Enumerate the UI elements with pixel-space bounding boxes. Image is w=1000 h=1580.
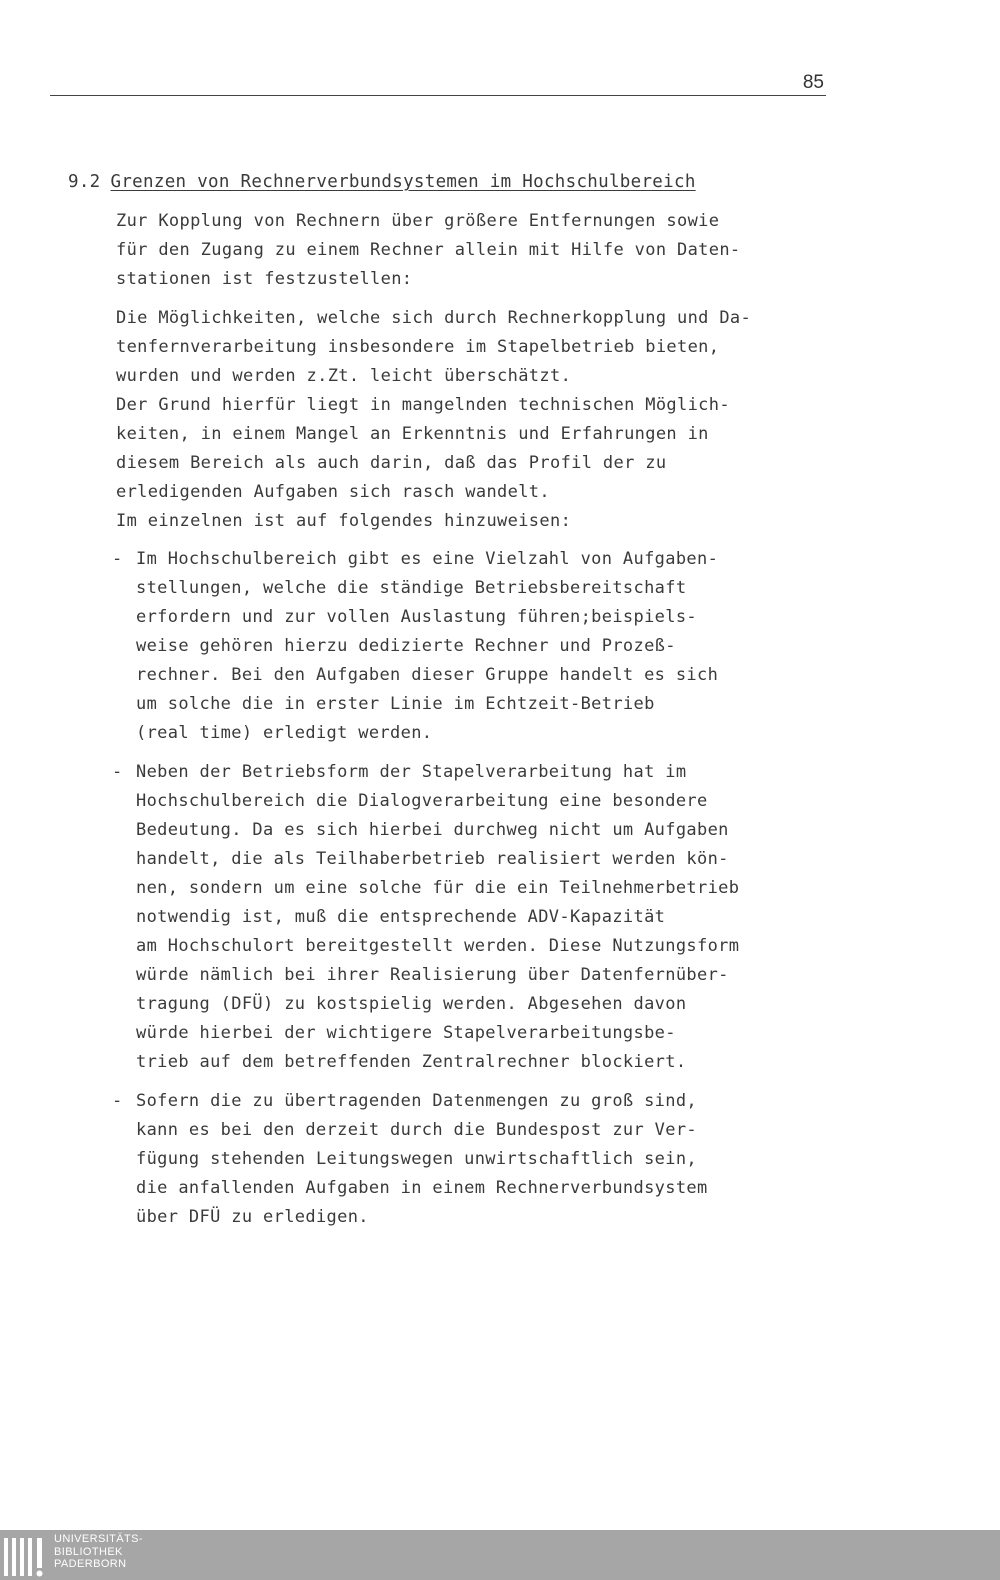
library-name-line: PADERBORN — [54, 1558, 127, 1570]
section-heading — [68, 172, 696, 192]
page-number: 85 — [802, 72, 824, 93]
bullet-marker: - — [112, 549, 123, 569]
findings-paragraph: Die Möglichkeiten, welche sich durch Rechnerkopplung und Da- tenfernverarbeitung insbesondere im Stapelbetrieb bieten, wurden und werden z.Zt. leicht überschätzt. Der Grund hierfür liegt in mangelnden technischen Möglich- keiten, in einem Mangel an Erkenntnis und Erfahrungen in diesem Bereich als auch darin, daß das Profil der zu erledigenden Aufgaben sich rasch wandelt. Im einzelnen ist auf folgendes hinzuweisen: — [116, 308, 752, 531]
list-item — [112, 1087, 812, 1232]
library-logo-icon — [2, 1536, 48, 1578]
bullet-marker: - — [112, 762, 123, 782]
list-item-text: Sofern die zu übertragenden Datenmengen zu groß sind, kann es bei den derzeit durch die Bundespost zur Ver- fügung stehenden Leitungswegen unwirtschaftlich sein, die anfallenden Aufgaben in einem Rechnerverbundsystem über DFÜ zu erledigen. — [136, 1091, 708, 1227]
bullet-marker: - — [112, 1091, 123, 1111]
section-number: 9.2 — [68, 172, 101, 192]
list-item — [112, 545, 812, 748]
header-rule — [50, 95, 826, 96]
list-item — [112, 758, 812, 1077]
list-item-text: Im Hochschulbereich gibt es eine Vielzahl von Aufgaben- stellungen, welche die ständige Betriebsbereitschaft erfordern und zur vollen Auslastung führen;beispiels- weise gehören hierzu dedizierte Rechner und Prozeß- rechner. Bei den Aufgaben dieser Gruppe handelt es sich um solche die in erster Linie im Echtzeit-Betrieb (real time) erledigt werden. — [136, 549, 719, 743]
library-footer — [0, 1530, 1000, 1580]
section-title: Grenzen von Rechnerverbundsystemen im Hochschulbereich — [110, 172, 696, 192]
library-name — [54, 1533, 143, 1571]
library-name-line: BIBLIOTHEK — [54, 1545, 123, 1558]
list-item-text: Neben der Betriebsform der Stapelverarbeitung hat im Hochschulbereich die Dialogverarbeitung eine besondere Bedeutung. Da es sich hierbei durchweg nicht um Aufgaben handelt, die als Teilhaberbetrieb realisiert werden kön- nen, sondern um eine solche für die ein Teilnehmerbetrieb notwendig ist, muß die entsprechende ADV-Kapazität am Hochschulort bereitgestellt werden. Diese Nutzungsform würde nämlich bei ihrer Realisierung über Datenfernüber- tragung (DFÜ) zu kostspielig werden. Abgesehen davon würde hierbei der wichtigere Stapelverarbeitungsbe- trieb auf dem betreffenden Zentralrechner blockiert. — [136, 762, 740, 1072]
intro-paragraph: Zur Kopplung von Rechnern über größere Entfernungen sowie für den Zugang zu einem Rechner allein mit Hilfe von Daten- stationen ist festzustellen: — [116, 211, 741, 289]
library-name-line: UNIVERSITÄTS- — [54, 1533, 143, 1545]
